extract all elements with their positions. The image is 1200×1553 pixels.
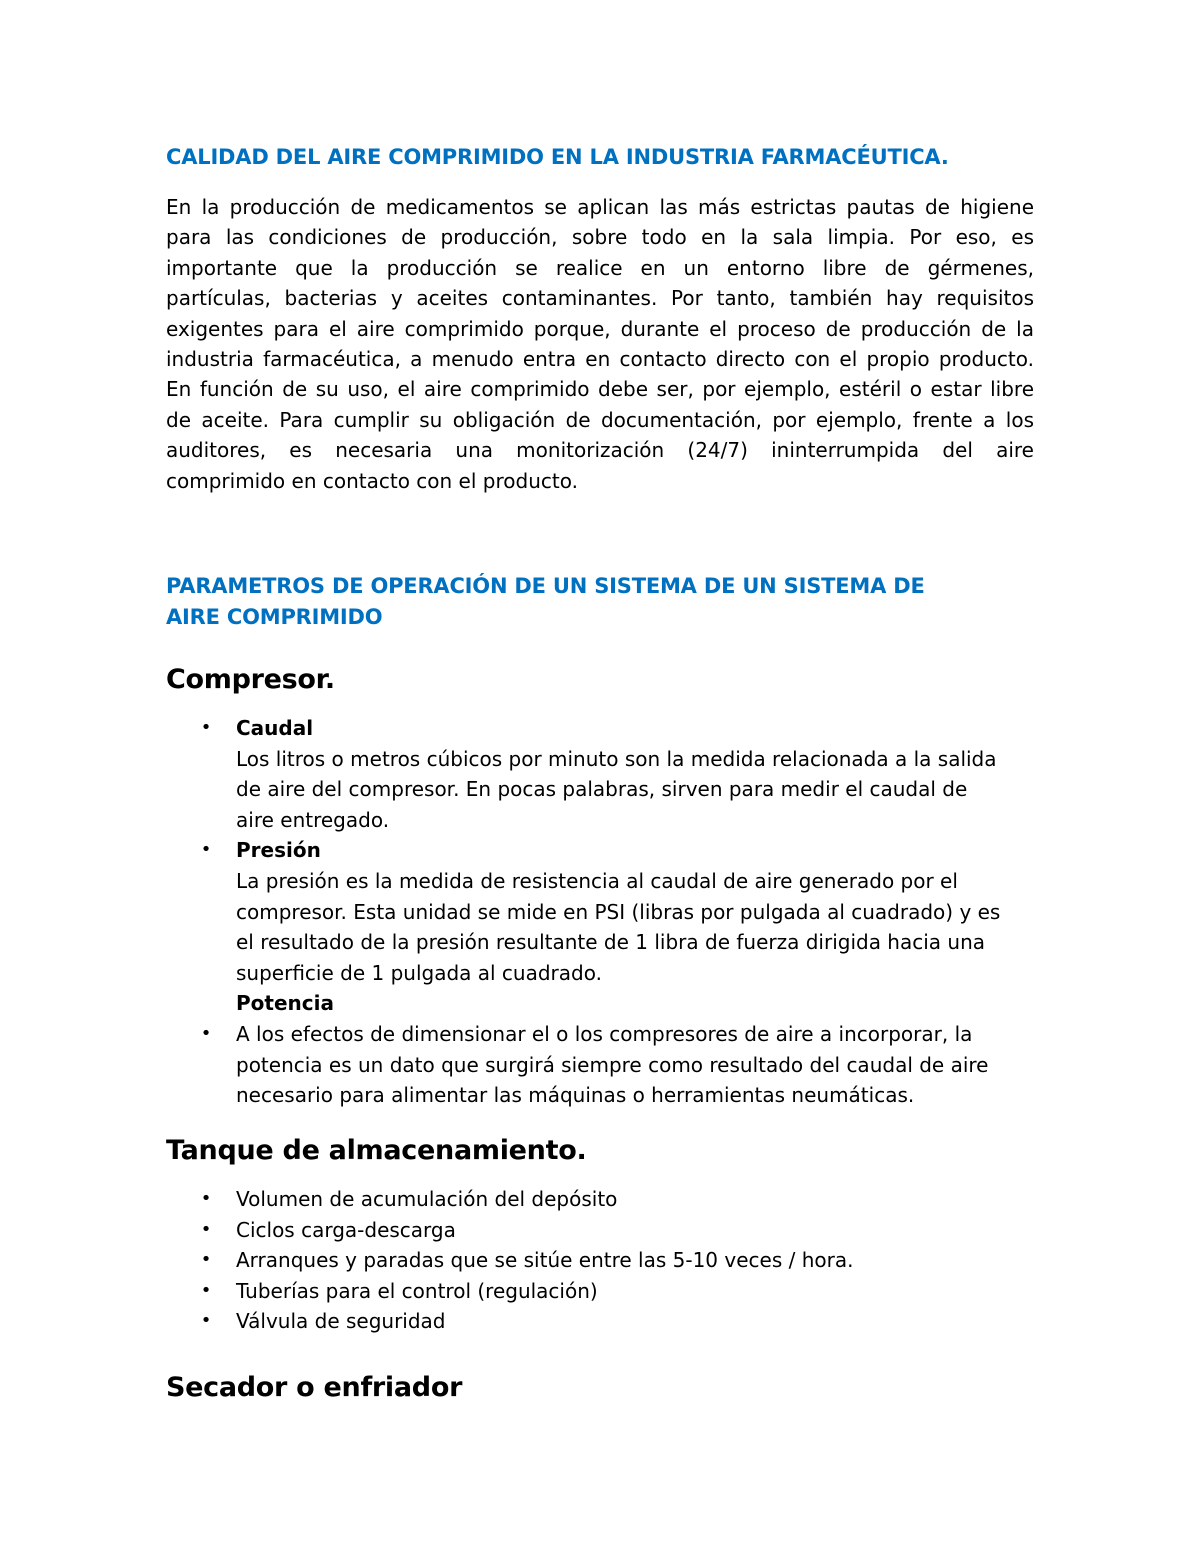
intro-line: para las condiciones de producción, sobre todo en la sala limpia. Por eso, es — [166, 225, 1034, 250]
tanque-item-text: Volumen de acumulación del depósito — [236, 1187, 618, 1211]
potencia-line: necesario para alimentar las máquinas o herramientas neumáticas. — [236, 1083, 915, 1108]
potencia-term: Potencia — [236, 991, 334, 1016]
bullet-icon: • — [200, 717, 212, 738]
list-item-presion — [0, 835, 1000, 1019]
heading-tanque: Tanque de almacenamiento. — [166, 1135, 587, 1166]
intro-line: importante que la producción se realice en un entorno libre de gérmenes, — [166, 255, 1034, 280]
intro-line: industria farmacéutica, a menudo entra en contacto directo con el propio producto. — [166, 347, 1034, 372]
intro-line: auditores, es necesaria una monitorización (24/7) ininterrumpida del aire — [166, 438, 1034, 463]
caudal-line: aire entregado. — [236, 807, 390, 832]
bullet-icon: • — [200, 1188, 212, 1209]
intro-line: En función de su uso, el aire comprimido debe ser, por ejemplo, estéril o estar libre — [166, 377, 1034, 402]
tanque-item-text: Arranques y paradas que se sitúe entre las 5-10 veces / hora. — [236, 1248, 854, 1273]
intro-line: partículas, bacterias y aceites contaminantes. Por tanto, también hay requisitos — [166, 286, 1034, 311]
heading-parametros-line: PARAMETROS DE OPERACIÓN DE UN SISTEMA DE UN SISTEMA DE — [166, 574, 925, 598]
bullet-icon: • — [200, 1218, 212, 1240]
bullet-icon: • — [200, 839, 212, 861]
heading-compresor: Compresor. — [166, 664, 335, 695]
list-item — [0, 1245, 853, 1276]
intro-line: de aceite. Para cumplir su obligación de documentación, por ejemplo, frente a los — [166, 407, 1034, 432]
list-item-potencia — [0, 1019, 1000, 1111]
bullet-icon: • — [200, 1249, 212, 1271]
list-item — [0, 1276, 853, 1307]
compresor-list — [0, 713, 1000, 1111]
intro-paragraph — [166, 192, 1034, 496]
bullet-icon: • — [200, 1022, 212, 1044]
potencia-line: A los efectos de dimensionar el o los compresores de aire a incorporar, la — [236, 1021, 973, 1046]
intro-line: comprimido en contacto con el producto. — [166, 468, 578, 493]
caudal-term: Caudal — [236, 716, 314, 740]
caudal-line: de aire del compresor. En pocas palabras, sirven para medir el caudal de — [236, 777, 968, 802]
list-item — [0, 1184, 853, 1215]
presion-line: La presión es la medida de resistencia al caudal de aire generado por el — [236, 868, 958, 893]
potencia-line: potencia es un dato que surgirá siempre como resultado del caudal de aire — [236, 1052, 989, 1077]
bullet-icon: • — [200, 1279, 212, 1301]
tanque-item-text: Tuberías para el control (regulación) — [236, 1278, 598, 1303]
heading-parametros — [166, 571, 925, 633]
heading-calidad-aire — [166, 142, 949, 173]
intro-line: exigentes para el aire comprimido porque, durante el proceso de producción de la — [166, 316, 1034, 341]
heading-parametros-line: AIRE COMPRIMIDO — [166, 605, 383, 629]
caudal-description — [236, 744, 1000, 836]
list-item — [0, 1215, 853, 1246]
presion-term: Presión — [236, 838, 321, 863]
presion-line: el resultado de la presión resultante de 1 libra de fuerza dirigida hacia una — [236, 930, 986, 955]
potencia-description — [236, 1019, 1000, 1111]
tanque-list — [0, 1184, 853, 1337]
intro-line: En la producción de medicamentos se aplican las más estrictas pautas de higiene — [166, 195, 1034, 219]
caudal-line: Los litros o metros cúbicos por minuto son la medida relacionada a la salida — [236, 746, 997, 771]
presion-description — [236, 866, 1000, 988]
list-item-caudal — [0, 713, 1000, 835]
bullet-icon: • — [200, 1310, 212, 1332]
heading-calidad-aire-text: CALIDAD DEL AIRE COMPRIMIDO EN LA INDUSTRIA FARMACÉUTICA. — [166, 145, 949, 169]
heading-secador: Secador o enfriador — [166, 1372, 463, 1403]
presion-line: superficie de 1 pulgada al cuadrado. — [236, 960, 602, 985]
list-item — [0, 1306, 853, 1337]
presion-line: compresor. Esta unidad se mide en PSI (libras por pulgada al cuadrado) y es — [236, 899, 1001, 924]
tanque-item-text: Válvula de seguridad — [236, 1309, 446, 1334]
tanque-item-text: Ciclos carga-descarga — [236, 1217, 456, 1242]
